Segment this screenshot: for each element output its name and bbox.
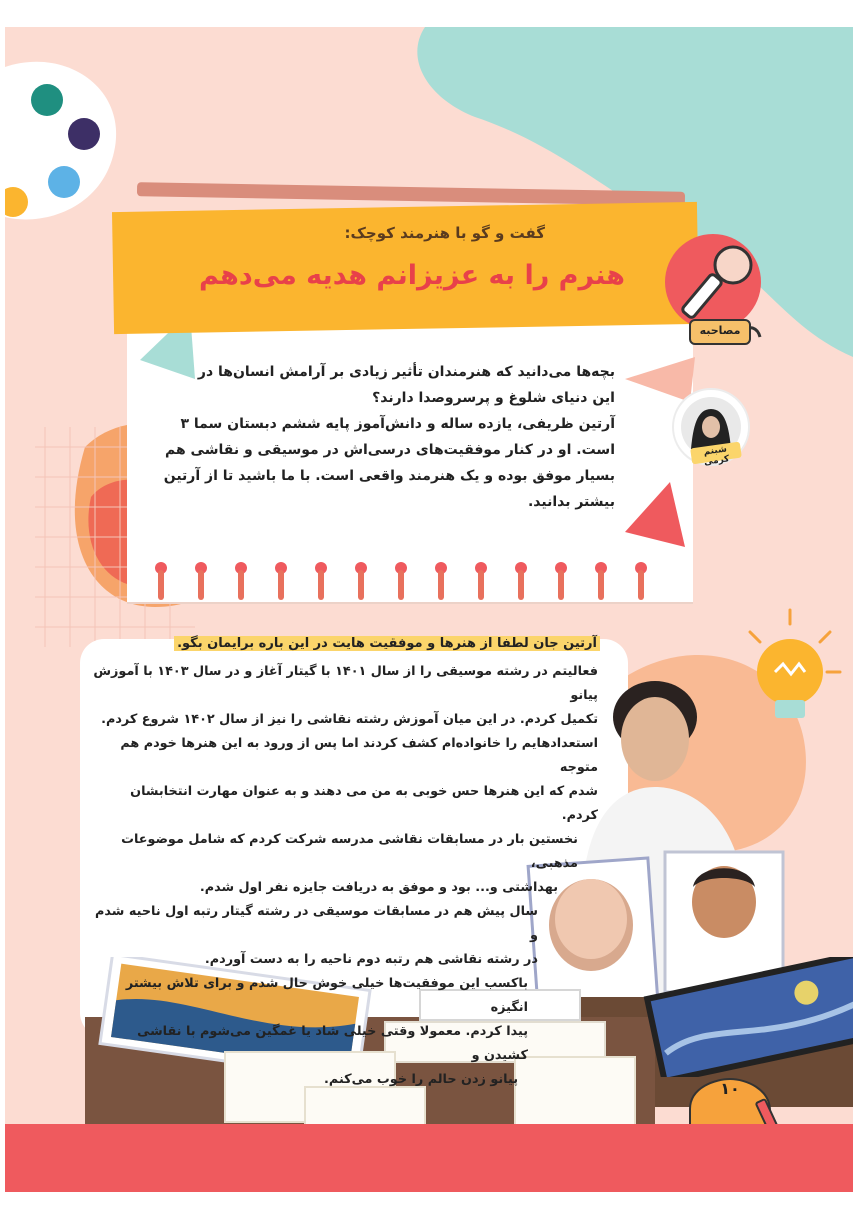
intro-line: این دنیای شلوغ و پرسروصدا دارند؟ bbox=[372, 390, 615, 406]
answer-line: بهداشتی و... بود و موفق به دریافت جایزه نفر اول شدم. bbox=[199, 880, 558, 895]
intro-text bbox=[135, 359, 615, 515]
ring bbox=[235, 562, 247, 602]
ring bbox=[595, 562, 607, 602]
ring bbox=[475, 562, 487, 602]
footer-band bbox=[5, 1124, 853, 1192]
intro-line: آرتین ظریفی، یازده ساله و دانش‌آموز پایه ششم دبستان سما ۳ bbox=[180, 416, 615, 432]
answer-line: نخستین بار در مسابقات نقاشی مدرسه شرکت کردم که شامل موضوعات مذهبی، bbox=[121, 832, 578, 871]
ring bbox=[315, 562, 327, 602]
ring bbox=[435, 562, 447, 602]
intro-line: است. او در کنار موفقیت‌های درسی‌اش در موسیقی و نقاشی هم bbox=[165, 442, 615, 458]
answer-line: تکمیل کردم. در این میان آموزش رشته نقاشی را نیز از سال ۱۴۰۲ شروع کردم. bbox=[101, 712, 598, 727]
answer-line: سال پیش هم در مسابقات موسیقی در رشته گیتار رتبه اول ناحیه شدم و bbox=[95, 904, 538, 943]
ring bbox=[635, 562, 647, 602]
interview-answer bbox=[90, 660, 598, 1092]
interview-question: آرتین جان لطفا از هنرها و موفقیت هایت در این باره برایمان بگو. bbox=[174, 636, 600, 651]
ring bbox=[275, 562, 287, 602]
answer-line: پیدا کردم. معمولا وقتی خیلی شاد یا غمگین می‌شوم با نقاشی کشیدن و bbox=[137, 1024, 528, 1063]
notebook-rings bbox=[155, 562, 675, 602]
answer-line: پیانو زدن حالم را خوب می‌کنم. bbox=[324, 1072, 518, 1087]
ring bbox=[515, 562, 527, 602]
answer-line: فعالیتم در رشته موسیقی را از سال ۱۴۰۱ با گیتار آغاز و در سال ۱۴۰۳ با آموزش پیانو bbox=[93, 664, 598, 703]
answer-line: شدم که این هنرها حس خوبی به من می دهند و به عنوان مهارت انتخابشان کردم. bbox=[130, 784, 598, 823]
author-name: شبنم کرمی bbox=[703, 444, 731, 468]
intro-line: بسیار موفق بوده و یک هنرمند واقعی است. با ما باشید تا از آرتین bbox=[163, 468, 615, 484]
ring bbox=[395, 562, 407, 602]
intro-line: بچه‌ها می‌دانید که هنرمندان تأثیر زیادی بر آرامش انسان‌ها در bbox=[197, 364, 615, 380]
header-kicker: گفت و گو با هنرمند کوچک: bbox=[344, 224, 545, 242]
ring bbox=[195, 562, 207, 602]
answer-line: استعدادهایم را خانواده‌ام کشف کردند اما پس از ورود به این هنرها خودم هم متوجه bbox=[120, 736, 598, 775]
answer-line: باکسب این موفقیت‌ها خیلی خوش حال شدم و برای تلاش بیشتر انگیزه bbox=[125, 976, 528, 1015]
page-title: هنرم را به عزیزانم هدیه می‌دهم bbox=[199, 260, 625, 291]
section-tag: مصاحبه bbox=[699, 324, 741, 337]
page-number: ۱۰ bbox=[720, 1079, 740, 1098]
ring bbox=[355, 562, 367, 602]
intro-line: بیشتر بدانید. bbox=[527, 494, 615, 510]
ring bbox=[555, 562, 567, 602]
answer-line: در رشته نقاشی هم رتبه دوم ناحیه را به دست آوردم. bbox=[204, 952, 538, 967]
starry-artwork bbox=[640, 957, 853, 1077]
ring bbox=[155, 562, 167, 602]
microphone-icon bbox=[665, 227, 775, 367]
